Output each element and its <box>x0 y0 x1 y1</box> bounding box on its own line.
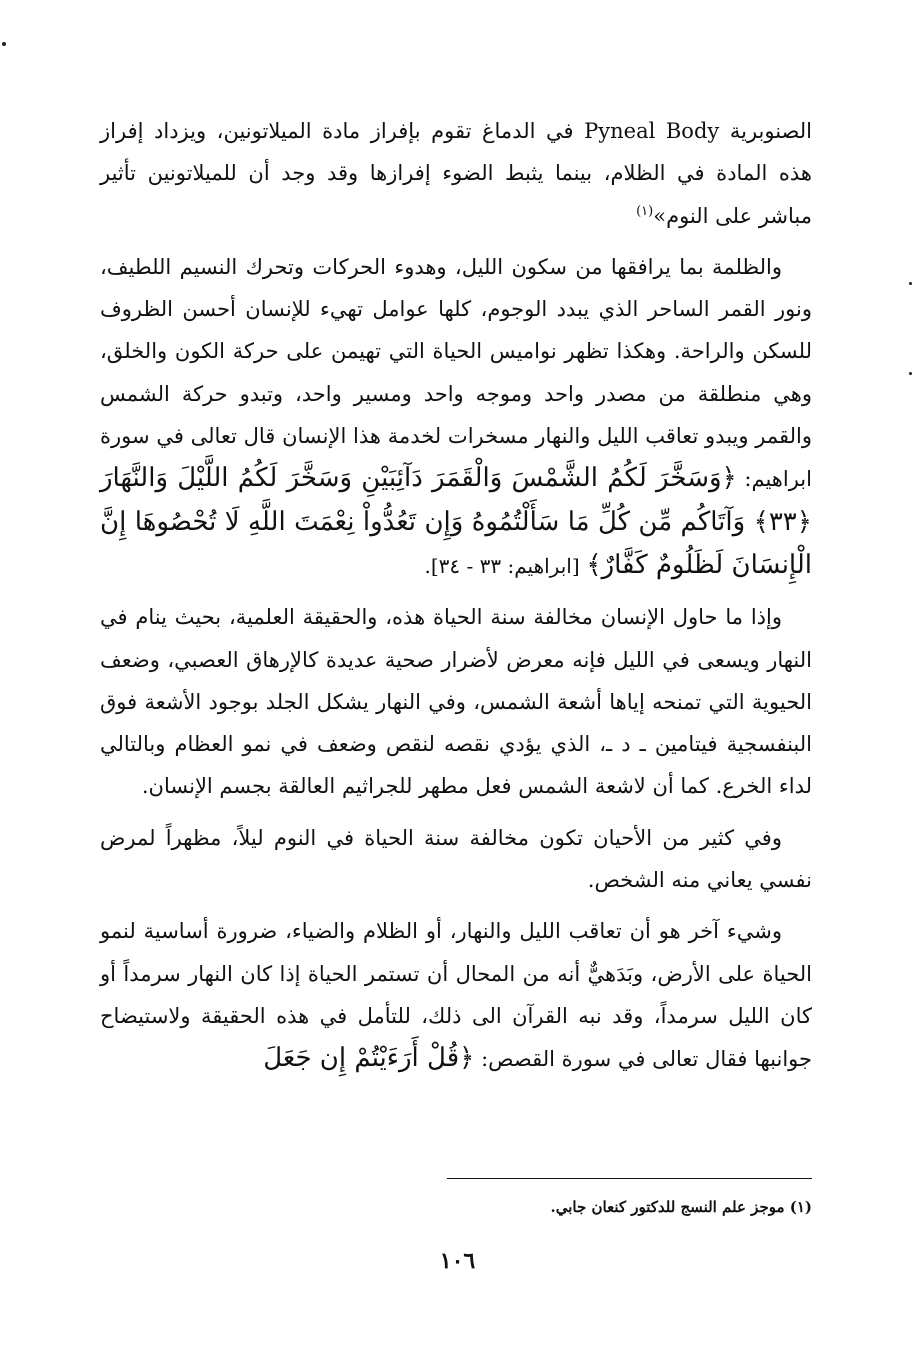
footnote: (١) موجز علم النسج للدكتور كنعان جابي. <box>550 1198 812 1216</box>
paragraph <box>100 910 812 1080</box>
quran-verse: ﴿قُلْ أَرَءَيْتُمْ إِن جَعَلَ <box>263 1043 475 1074</box>
paragraph-text: والظلمة بما يرافقها من سكون الليل، وهدوء الحركات وتحرك النسيم اللطيف، ونور القمر الساحر الذي يبدد الوجوم، كلها عوامل تهيء للإنسان أحسن الظروف للسكن والراحة. وهكذا تظهر نواميس الحياة التي تهيمن على حركة الكون والخلق، وهي منطلقة من مصدر واحد وموجه واحد ومسير واحد، وتبدو حركة الشمس والقمر ويبدو تعاقب الليل والنهار مسخرات لخدمة هذا الإنسان قال تعالى في سورة ابراهيم: <box>100 254 812 492</box>
paragraph-text: وشيء آخر هو أن تعاقب الليل والنهار، أو الظلام والضياء، ضرورة أساسية لنمو الحياة على الأرض، وبَدَهيٌّ أنه من المحال أن تستمر الحياة إذا كان النهار سرمداً أو كان الليل سرمداً، وقد نبه القرآن الى ذلك، للتأمل في هذه الحقيقة ولاستيضاح جوانبها فقال تعالى في سورة القصص: <box>100 919 812 1072</box>
paragraph-text: الصنوبرية Pyneal Body في الدماغ تقوم بإفراز مادة الميلاتونين، ويزداد إفراز هذه المادة في الظلام، بينما يثبط الضوء إفرازها وقد وجد أن للميلاتونين تأثير مباشر على النوم» <box>100 119 812 228</box>
paragraph <box>100 817 812 902</box>
paragraph-text: وإذا ما حاول الإنسان مخالفة سنة الحياة هذه، والحقيقة العلمية، بحيث ينام في النهار ويسعى في الليل فإنه معرض لأضرار صحية عديدة كالإرهاق العصبي، وضعف الحيوية التي تمنحه إياها أشعة الشمس، وفي النهار يشكل الجلد بوجود الأشعة فوق البنفسجية فيتامين ـ د ـ، الذي يؤدي نقصه لنقص وضعف في نمو العظام وبالتالي لداء الخرع. كما أن لاشعة الشمس فعل مطهر للجراثيم العالقة بجسم الإنسان. <box>100 605 812 799</box>
body-text <box>100 110 812 1081</box>
paragraph-text: وفي كثير من الأحيان تكون مخالفة سنة الحياة في النوم ليلاً، مظهراً لمرض نفسي يعاني منه الشخص. <box>100 825 812 893</box>
paragraph <box>100 246 812 587</box>
quran-verse: ﴿وَسَخَّرَ لَكُمُ الشَّمْسَ وَالْقَمَرَ دَآئِبَيْنِ وَسَخَّرَ لَكُمُ اللَّيْلَ وَالنَّهَارَ ﴿٣٣﴾ وَآتَاكُم مِّن كُلِّ مَا سَأَلْتُمُوهُ وَإِن تَعُدُّواْ نِعْمَتَ اللَّهِ لَا تُحْصُوهَا إِنَّ الْإِنسَانَ لَظَلُومٌ كَفَّارٌ﴾ <box>100 463 812 580</box>
paragraph <box>100 110 812 237</box>
page-number: ١٠٦ <box>439 1248 476 1274</box>
footnote-marker: (١) <box>636 203 654 219</box>
footnote-divider <box>447 1178 812 1179</box>
margin-mark <box>909 282 912 285</box>
verse-reference: [ابراهيم: ٣٣ - ٣٤]. <box>424 553 580 578</box>
margin-mark <box>909 372 912 375</box>
paragraph <box>100 596 812 807</box>
margin-mark <box>2 42 6 46</box>
